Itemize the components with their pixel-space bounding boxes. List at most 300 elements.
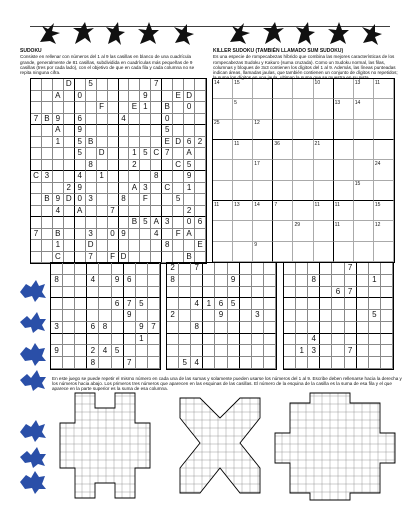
grid-cell[interactable] <box>108 217 119 229</box>
grid-cell[interactable] <box>345 334 357 346</box>
grid-cell[interactable]: A <box>184 229 195 241</box>
grid-cell[interactable] <box>179 334 191 346</box>
grid-cell[interactable] <box>129 206 140 218</box>
grid-cell[interactable] <box>173 217 184 229</box>
grid-cell[interactable]: A <box>53 125 64 137</box>
grid-cell[interactable] <box>357 263 369 275</box>
grid-cell[interactable] <box>179 287 191 299</box>
grid-cell[interactable]: B <box>42 114 53 126</box>
grid-cell[interactable] <box>97 125 108 137</box>
killer-cell[interactable] <box>374 181 394 201</box>
grid-cell[interactable] <box>191 334 203 346</box>
grid-cell[interactable] <box>97 91 108 103</box>
grid-cell[interactable]: 7 <box>124 357 136 369</box>
grid-cell[interactable] <box>75 240 86 252</box>
grid-cell[interactable]: 2 <box>195 137 206 149</box>
grid-cell[interactable] <box>296 322 308 334</box>
grid-cell[interactable] <box>195 102 206 114</box>
grid-cell[interactable] <box>296 287 308 299</box>
grid-cell[interactable] <box>332 334 344 346</box>
grid-cell[interactable]: 1 <box>53 137 64 149</box>
killer-cell[interactable] <box>233 181 253 201</box>
killer-cell[interactable] <box>293 201 313 221</box>
grid-cell[interactable]: 5 <box>173 194 184 206</box>
grid-cell[interactable] <box>357 275 369 287</box>
grid-cell[interactable] <box>173 206 184 218</box>
grid-cell[interactable] <box>264 322 276 334</box>
grid-cell[interactable]: 6 <box>332 287 344 299</box>
grid-cell[interactable] <box>173 148 184 160</box>
grid-cell[interactable] <box>240 334 252 346</box>
grid-cell[interactable] <box>162 194 173 206</box>
grid-cell[interactable]: 1 <box>296 345 308 357</box>
killer-cell[interactable] <box>314 140 334 160</box>
grid-cell[interactable] <box>97 137 108 149</box>
grid-cell[interactable] <box>369 287 381 299</box>
grid-cell[interactable] <box>195 171 206 183</box>
grid-cell[interactable] <box>252 298 264 310</box>
grid-cell[interactable] <box>124 263 136 275</box>
grid-cell[interactable]: 2 <box>129 160 140 172</box>
grid-cell[interactable] <box>252 275 264 287</box>
grid-cell[interactable] <box>31 102 42 114</box>
killer-cell[interactable] <box>233 201 253 221</box>
grid-cell[interactable] <box>381 357 393 369</box>
killer-cell[interactable] <box>293 221 313 241</box>
grid-cell[interactable] <box>87 298 99 310</box>
killer-cell[interactable] <box>334 242 354 262</box>
grid-cell[interactable] <box>195 160 206 172</box>
killer-cell[interactable] <box>314 201 334 221</box>
grid-cell[interactable] <box>284 345 296 357</box>
grid-cell[interactable] <box>140 79 151 91</box>
grid-cell[interactable]: 7 <box>108 206 119 218</box>
killer-cell[interactable] <box>213 160 233 180</box>
killer-cell[interactable] <box>253 99 273 119</box>
grid-cell[interactable]: 5 <box>369 310 381 322</box>
killer-cell[interactable] <box>334 160 354 180</box>
grid-cell[interactable]: 5 <box>75 137 86 149</box>
grid-cell[interactable]: D <box>86 240 97 252</box>
grid-cell[interactable]: D <box>184 91 195 103</box>
grid-cell[interactable] <box>228 357 240 369</box>
grid-cell[interactable] <box>252 322 264 334</box>
grid-cell[interactable] <box>215 263 227 275</box>
killer-cell[interactable] <box>334 221 354 241</box>
grid-cell[interactable] <box>151 160 162 172</box>
grid-cell[interactable] <box>215 275 227 287</box>
grid-cell[interactable] <box>284 322 296 334</box>
grid-cell[interactable] <box>97 114 108 126</box>
grid-cell[interactable] <box>173 102 184 114</box>
grid-cell[interactable] <box>151 194 162 206</box>
grid-cell[interactable] <box>108 125 119 137</box>
grid-cell[interactable] <box>148 287 160 299</box>
grid-cell[interactable]: D <box>119 252 130 264</box>
grid-cell[interactable] <box>184 194 195 206</box>
grid-cell[interactable] <box>42 217 53 229</box>
grid-cell[interactable] <box>320 298 332 310</box>
grid-cell[interactable]: 5 <box>228 298 240 310</box>
grid-cell[interactable] <box>108 160 119 172</box>
grid-cell[interactable]: 7 <box>31 114 42 126</box>
killer-cell[interactable] <box>374 221 394 241</box>
grid-cell[interactable]: 9 <box>112 275 124 287</box>
grid-cell[interactable] <box>167 334 179 346</box>
grid-cell[interactable]: 4 <box>53 206 64 218</box>
grid-cell[interactable] <box>86 102 97 114</box>
grid-cell[interactable] <box>119 79 130 91</box>
grid-cell[interactable]: 0 <box>184 102 195 114</box>
grid-cell[interactable]: C <box>31 171 42 183</box>
grid-cell[interactable] <box>42 79 53 91</box>
grid-cell[interactable]: 7 <box>124 298 136 310</box>
grid-cell[interactable] <box>332 345 344 357</box>
grid-cell[interactable] <box>53 183 64 195</box>
grid-cell[interactable] <box>140 160 151 172</box>
grid-cell[interactable] <box>151 102 162 114</box>
grid-cell[interactable] <box>369 298 381 310</box>
grid-cell[interactable] <box>129 114 140 126</box>
grid-cell[interactable] <box>51 310 63 322</box>
grid-cell[interactable] <box>99 357 111 369</box>
grid-cell[interactable] <box>31 148 42 160</box>
grid-cell[interactable] <box>136 357 148 369</box>
grid-cell[interactable] <box>162 206 173 218</box>
grid-cell[interactable] <box>63 275 75 287</box>
grid-cell[interactable] <box>240 357 252 369</box>
grid-cell[interactable] <box>31 206 42 218</box>
grid-cell[interactable] <box>31 137 42 149</box>
grid-cell[interactable] <box>64 240 75 252</box>
grid-cell[interactable] <box>136 310 148 322</box>
grid-cell[interactable] <box>240 263 252 275</box>
grid-cell[interactable] <box>64 137 75 149</box>
grid-cell[interactable] <box>97 79 108 91</box>
grid-cell[interactable]: B <box>184 252 195 264</box>
grid-cell[interactable] <box>129 229 140 241</box>
grid-cell[interactable]: 1 <box>184 183 195 195</box>
grid-cell[interactable] <box>296 298 308 310</box>
grid-cell[interactable] <box>108 91 119 103</box>
grid-cell[interactable] <box>129 91 140 103</box>
grid-cell[interactable]: 0 <box>162 114 173 126</box>
grid-cell[interactable] <box>51 263 63 275</box>
killer-cell[interactable] <box>253 140 273 160</box>
grid-cell[interactable]: 9 <box>53 114 64 126</box>
grid-cell[interactable] <box>173 183 184 195</box>
grid-cell[interactable] <box>308 287 320 299</box>
grid-cell[interactable] <box>184 114 195 126</box>
grid-cell[interactable]: 9 <box>75 125 86 137</box>
killer-cell[interactable] <box>334 201 354 221</box>
grid-cell[interactable]: 7 <box>162 148 173 160</box>
grid-cell[interactable] <box>119 137 130 149</box>
killer-cell[interactable] <box>213 79 233 99</box>
grid-cell[interactable] <box>381 287 393 299</box>
grid-cell[interactable] <box>162 79 173 91</box>
grid-cell[interactable] <box>119 148 130 160</box>
killer-cell[interactable] <box>273 160 293 180</box>
grid-cell[interactable]: F <box>140 194 151 206</box>
grid-cell[interactable]: 3 <box>86 229 97 241</box>
grid-cell[interactable] <box>173 171 184 183</box>
grid-cell[interactable]: 6 <box>215 298 227 310</box>
grid-cell[interactable] <box>179 275 191 287</box>
killer-cell[interactable] <box>233 79 253 99</box>
grid-cell[interactable]: E <box>173 91 184 103</box>
grid-cell[interactable] <box>64 206 75 218</box>
grid-cell[interactable] <box>148 345 160 357</box>
grid-cell[interactable] <box>296 310 308 322</box>
grid-cell[interactable]: D <box>64 194 75 206</box>
grid-cell[interactable] <box>203 287 215 299</box>
grid-cell[interactable] <box>151 183 162 195</box>
grid-cell[interactable] <box>320 310 332 322</box>
grid-cell[interactable]: E <box>129 102 140 114</box>
grid-cell[interactable]: B <box>53 229 64 241</box>
grid-cell[interactable] <box>195 194 206 206</box>
grid-cell[interactable] <box>112 334 124 346</box>
killer-cell[interactable] <box>253 201 273 221</box>
grid-cell[interactable] <box>195 114 206 126</box>
grid-cell[interactable] <box>203 310 215 322</box>
grid-cell[interactable] <box>87 310 99 322</box>
grid-cell[interactable] <box>108 171 119 183</box>
killer-cell[interactable] <box>273 99 293 119</box>
grid-cell[interactable] <box>240 298 252 310</box>
killer-cell[interactable] <box>354 221 374 241</box>
killer-cell[interactable] <box>233 160 253 180</box>
grid-cell[interactable] <box>86 114 97 126</box>
grid-cell[interactable] <box>162 171 173 183</box>
grid-cell[interactable] <box>228 345 240 357</box>
killer-cell[interactable] <box>273 201 293 221</box>
grid-cell[interactable] <box>195 125 206 137</box>
grid-cell[interactable] <box>357 287 369 299</box>
grid-cell[interactable] <box>31 91 42 103</box>
grid-cell[interactable]: 6 <box>195 217 206 229</box>
grid-cell[interactable] <box>97 183 108 195</box>
killer-cell[interactable] <box>273 181 293 201</box>
killer-cell[interactable] <box>213 201 233 221</box>
grid-cell[interactable] <box>195 148 206 160</box>
grid-cell[interactable]: 9 <box>215 310 227 322</box>
grid-cell[interactable] <box>320 275 332 287</box>
grid-cell[interactable] <box>63 345 75 357</box>
grid-cell[interactable] <box>112 357 124 369</box>
killer-cell[interactable] <box>233 221 253 241</box>
grid-cell[interactable] <box>124 334 136 346</box>
grid-cell[interactable] <box>87 287 99 299</box>
grid-cell[interactable] <box>129 125 140 137</box>
grid-cell[interactable] <box>381 275 393 287</box>
grid-cell[interactable] <box>140 125 151 137</box>
grid-cell[interactable] <box>151 137 162 149</box>
grid-cell[interactable]: 7 <box>31 229 42 241</box>
grid-cell[interactable]: 9 <box>136 322 148 334</box>
grid-cell[interactable] <box>51 298 63 310</box>
grid-cell[interactable]: 4 <box>75 171 86 183</box>
killer-cell[interactable] <box>314 79 334 99</box>
grid-cell[interactable]: 6 <box>124 275 136 287</box>
grid-cell[interactable]: 9 <box>53 194 64 206</box>
grid-cell[interactable]: 2 <box>167 263 179 275</box>
grid-cell[interactable]: 7 <box>345 263 357 275</box>
grid-cell[interactable] <box>240 322 252 334</box>
grid-cell[interactable] <box>184 125 195 137</box>
grid-cell[interactable] <box>240 275 252 287</box>
grid-cell[interactable]: 8 <box>51 275 63 287</box>
grid-cell[interactable] <box>63 298 75 310</box>
grid-cell[interactable] <box>31 125 42 137</box>
grid-cell[interactable] <box>320 334 332 346</box>
grid-cell[interactable]: 1 <box>203 298 215 310</box>
grid-cell[interactable] <box>97 194 108 206</box>
grid-cell[interactable]: 4 <box>99 345 111 357</box>
killer-cell[interactable] <box>334 181 354 201</box>
killer-cell[interactable] <box>354 99 374 119</box>
grid-cell[interactable] <box>252 357 264 369</box>
grid-cell[interactable] <box>151 91 162 103</box>
grid-cell[interactable] <box>129 79 140 91</box>
grid-cell[interactable] <box>184 79 195 91</box>
grid-cell[interactable] <box>296 275 308 287</box>
grid-cell[interactable] <box>215 345 227 357</box>
grid-cell[interactable] <box>75 345 87 357</box>
grid-cell[interactable] <box>108 137 119 149</box>
grid-cell[interactable] <box>296 357 308 369</box>
grid-cell[interactable] <box>203 322 215 334</box>
grid-cell[interactable] <box>332 322 344 334</box>
killer-cell[interactable] <box>314 120 334 140</box>
grid-cell[interactable] <box>64 217 75 229</box>
grid-cell[interactable] <box>173 79 184 91</box>
killer-cell[interactable] <box>374 242 394 262</box>
grid-cell[interactable]: C <box>173 160 184 172</box>
grid-cell[interactable] <box>357 334 369 346</box>
grid-cell[interactable] <box>119 206 130 218</box>
grid-cell[interactable]: 5 <box>136 298 148 310</box>
killer-cell[interactable] <box>293 140 313 160</box>
grid-cell[interactable] <box>140 171 151 183</box>
grid-cell[interactable] <box>75 263 87 275</box>
grid-cell[interactable]: 5 <box>86 79 97 91</box>
grid-cell[interactable] <box>228 334 240 346</box>
grid-cell[interactable] <box>320 322 332 334</box>
grid-cell[interactable] <box>332 298 344 310</box>
grid-cell[interactable] <box>75 160 86 172</box>
grid-cell[interactable]: 5 <box>140 148 151 160</box>
grid-cell[interactable] <box>179 345 191 357</box>
grid-cell[interactable] <box>320 345 332 357</box>
killer-cell[interactable] <box>293 79 313 99</box>
grid-cell[interactable] <box>75 322 87 334</box>
grid-cell[interactable] <box>369 322 381 334</box>
grid-cell[interactable] <box>284 334 296 346</box>
grid-cell[interactable] <box>252 345 264 357</box>
grid-cell[interactable] <box>99 263 111 275</box>
grid-cell[interactable]: 8 <box>87 357 99 369</box>
grid-cell[interactable] <box>63 310 75 322</box>
grid-cell[interactable] <box>357 298 369 310</box>
grid-cell[interactable] <box>108 183 119 195</box>
grid-cell[interactable]: 5 <box>75 148 86 160</box>
grid-cell[interactable] <box>381 345 393 357</box>
grid-cell[interactable] <box>203 334 215 346</box>
killer-cell[interactable] <box>374 201 394 221</box>
grid-cell[interactable] <box>167 298 179 310</box>
grid-cell[interactable] <box>112 263 124 275</box>
grid-cell[interactable] <box>345 310 357 322</box>
grid-cell[interactable] <box>191 345 203 357</box>
grid-cell[interactable] <box>64 148 75 160</box>
killer-cell[interactable] <box>213 242 233 262</box>
grid-cell[interactable] <box>42 91 53 103</box>
grid-cell[interactable] <box>136 287 148 299</box>
grid-cell[interactable] <box>86 171 97 183</box>
grid-cell[interactable] <box>162 160 173 172</box>
grid-cell[interactable]: 9 <box>124 310 136 322</box>
grid-cell[interactable] <box>75 217 86 229</box>
grid-cell[interactable] <box>369 357 381 369</box>
grid-cell[interactable] <box>345 298 357 310</box>
grid-cell[interactable] <box>64 229 75 241</box>
grid-cell[interactable] <box>228 322 240 334</box>
grid-cell[interactable]: 5 <box>162 125 173 137</box>
grid-cell[interactable]: D <box>97 148 108 160</box>
grid-cell[interactable]: 3 <box>308 345 320 357</box>
grid-cell[interactable] <box>64 125 75 137</box>
grid-cell[interactable] <box>53 102 64 114</box>
grid-cell[interactable] <box>148 298 160 310</box>
grid-cell[interactable]: 6 <box>75 114 86 126</box>
grid-cell[interactable] <box>97 217 108 229</box>
grid-cell[interactable] <box>51 287 63 299</box>
grid-cell[interactable]: 1 <box>129 148 140 160</box>
grid-cell[interactable]: 8 <box>99 322 111 334</box>
grid-cell[interactable]: E <box>162 137 173 149</box>
grid-cell[interactable] <box>86 125 97 137</box>
grid-cell[interactable] <box>119 171 130 183</box>
killer-cell[interactable] <box>314 99 334 119</box>
grid-cell[interactable] <box>42 160 53 172</box>
grid-cell[interactable] <box>42 229 53 241</box>
grid-cell[interactable] <box>167 287 179 299</box>
grid-cell[interactable] <box>195 91 206 103</box>
killer-cell[interactable] <box>354 140 374 160</box>
grid-cell[interactable]: 8 <box>308 275 320 287</box>
grid-cell[interactable] <box>31 240 42 252</box>
grid-cell[interactable] <box>173 240 184 252</box>
grid-cell[interactable] <box>357 322 369 334</box>
grid-cell[interactable] <box>228 263 240 275</box>
killer-cell[interactable] <box>334 99 354 119</box>
grid-cell[interactable] <box>108 240 119 252</box>
killer-cell[interactable] <box>374 120 394 140</box>
grid-cell[interactable] <box>108 148 119 160</box>
grid-cell[interactable] <box>119 125 130 137</box>
grid-cell[interactable] <box>264 334 276 346</box>
grid-cell[interactable] <box>215 287 227 299</box>
grid-cell[interactable] <box>129 171 140 183</box>
grid-cell[interactable] <box>252 334 264 346</box>
grid-cell[interactable]: 4 <box>308 334 320 346</box>
killer-cell[interactable] <box>374 79 394 99</box>
grid-cell[interactable] <box>308 357 320 369</box>
killer-cell[interactable] <box>354 79 374 99</box>
grid-cell[interactable] <box>320 287 332 299</box>
